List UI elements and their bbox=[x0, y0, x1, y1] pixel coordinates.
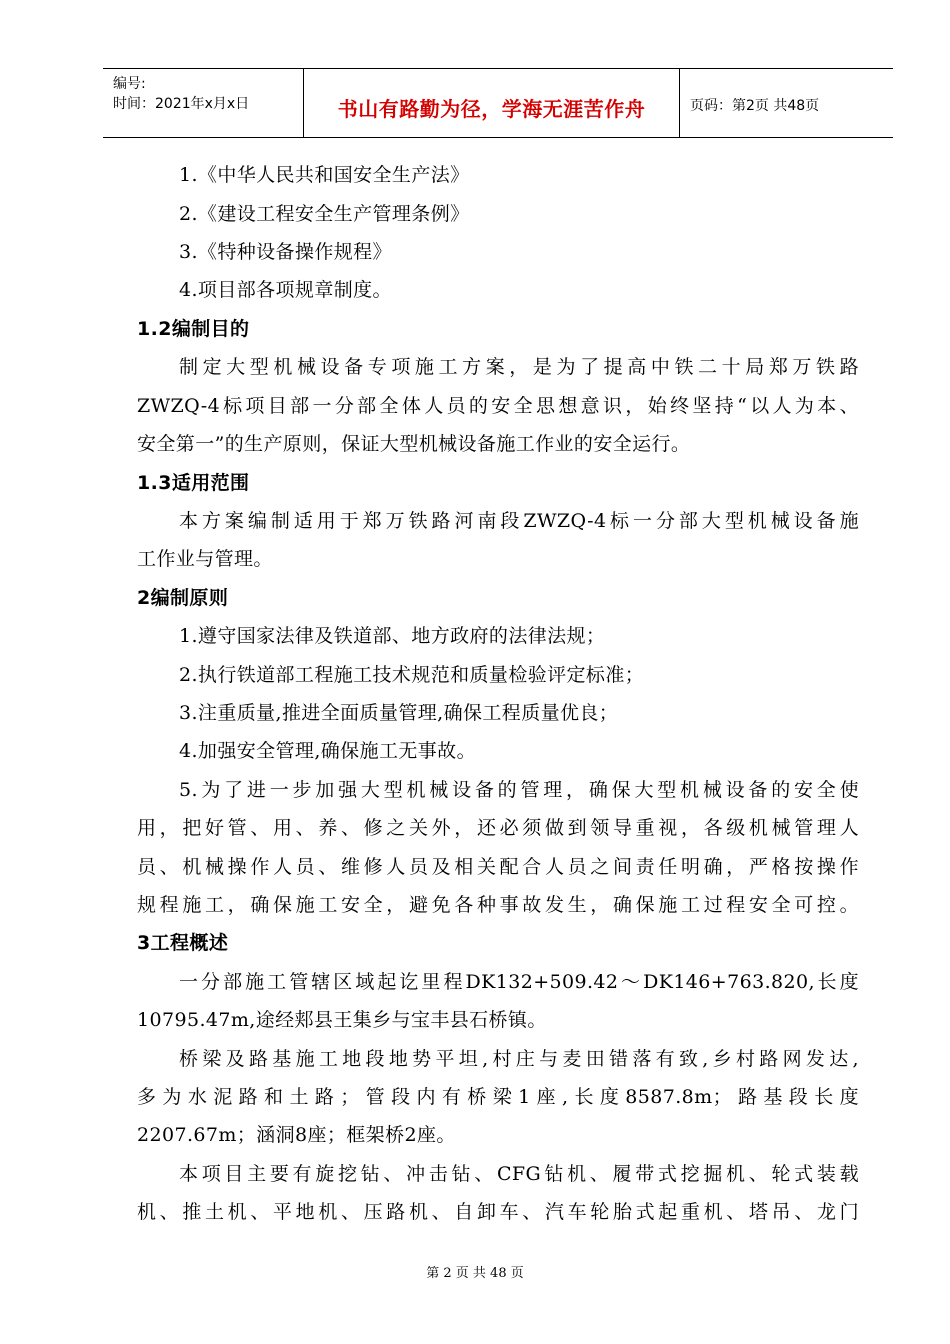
principle-item-5: 5.为了进一步加强大型机械设备的管理，确保大型机械设备的安全使 bbox=[179, 779, 859, 801]
paragraph-line: 本方案编制适用于郑万铁路河南段ZWZQ-4标一分部大型机械设备施 bbox=[179, 510, 859, 532]
paragraph-line: 用，把好管、用、养、修之关外，还必须做到领导重视，各级机械管理人 bbox=[137, 817, 859, 839]
paragraph-line: 本项目主要有旋挖钻、冲击钻、CFG钻机、履带式挖掘机、轮式装载 bbox=[179, 1163, 859, 1185]
paragraph-line: 10795.47m,途经郏县王集乡与宝丰县石桥镇。 bbox=[137, 1009, 547, 1031]
serial-label: 编号: bbox=[113, 76, 146, 92]
header-page-cell bbox=[680, 69, 893, 137]
page-header bbox=[103, 68, 893, 138]
paragraph-line: 2207.67m；涵洞8座；框架桥2座。 bbox=[137, 1124, 456, 1146]
basis-item-3: 3.《特种设备操作规程》 bbox=[179, 241, 392, 263]
basis-item-4: 4.项目部各项规章制度。 bbox=[179, 279, 392, 301]
section-heading-2: 2编制原则 bbox=[137, 587, 229, 609]
paragraph-line: 安全第一”的生产原则，保证大型机械设备施工作业的安全运行。 bbox=[137, 433, 691, 455]
header-page-number: 页码：第2页 共48页 bbox=[690, 98, 820, 114]
page-footer: 第 2 页 共 48 页 bbox=[426, 1266, 524, 1281]
principle-item-4: 4.加强安全管理,确保施工无事故。 bbox=[179, 740, 476, 762]
paragraph-line: 桥梁及路基施工地段地势平坦,村庄与麦田错落有致,乡村路网发达, bbox=[179, 1048, 859, 1070]
principle-item-3: 3.注重质量,推进全面质量管理,确保工程质量优良； bbox=[179, 702, 619, 724]
paragraph-line: 员、机械操作人员、维修人员及相关配合人员之间责任明确，严格按操作 bbox=[137, 856, 859, 878]
header-slogan-cell bbox=[304, 69, 680, 137]
paragraph-line: 制定大型机械设备专项施工方案，是为了提高中铁二十局郑万铁路 bbox=[179, 356, 859, 378]
principle-item-1: 1.遵守国家法律及铁道部、地方政府的法律法规； bbox=[179, 625, 606, 647]
paragraph-line: 工作业与管理。 bbox=[137, 548, 273, 570]
header-info-cell bbox=[103, 69, 304, 137]
principle-item-2: 2.执行铁道部工程施工技术规范和质量检验评定标准； bbox=[179, 664, 645, 686]
paragraph-line: 规程施工，确保施工安全，避免各种事故发生，确保施工过程安全可控。 bbox=[137, 894, 859, 916]
section-heading-3: 3工程概述 bbox=[137, 932, 229, 954]
paragraph-line: 一分部施工管辖区域起讫里程DK132+509.42～DK146+763.820,长度 bbox=[179, 971, 859, 993]
date-text: 时间：2021年x月x日 bbox=[113, 96, 250, 112]
section-heading-1-2: 1.2编制目的 bbox=[137, 318, 250, 340]
basis-item-1: 1.《中华人民共和国安全生产法》 bbox=[179, 164, 470, 186]
section-heading-1-3: 1.3适用范围 bbox=[137, 472, 250, 494]
paragraph-line: ZWZQ-4标项目部一分部全体人员的安全思想意识，始终坚持“以人为本、 bbox=[137, 395, 859, 417]
paragraph-line: 机、推土机、平地机、压路机、自卸车、汽车轮胎式起重机、塔吊、龙门 bbox=[137, 1201, 859, 1223]
basis-item-2: 2.《建设工程安全生产管理条例》 bbox=[179, 203, 470, 225]
header-slogan: 书山有路勤为径，学海无涯苦作舟 bbox=[337, 97, 646, 121]
paragraph-line: 多为水泥路和土路；管段内有桥梁1座,长度8587.8m；路基段长度 bbox=[137, 1086, 859, 1108]
